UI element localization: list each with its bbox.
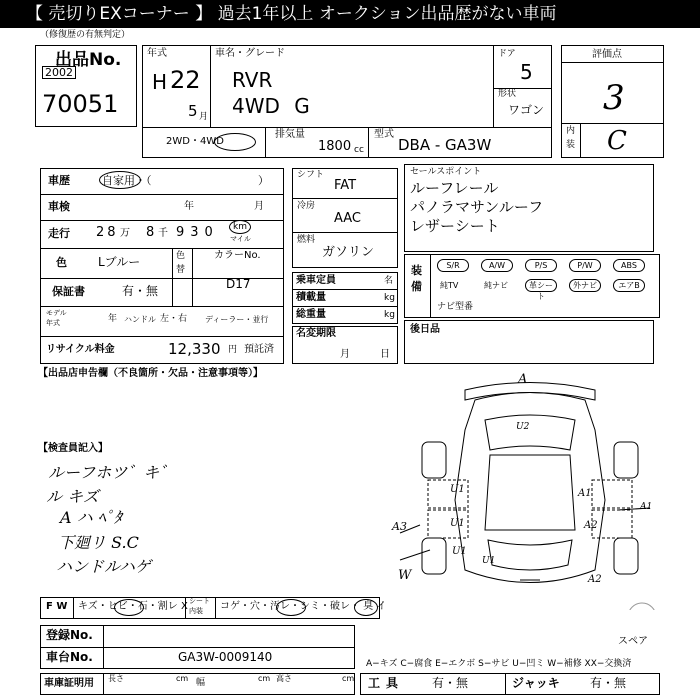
km-unit: km	[233, 222, 247, 232]
mark-a2-b: A2	[588, 574, 602, 585]
paint-label-1: 色	[176, 251, 186, 261]
inspector-note-1: ルーフホツ゛キ゛	[48, 463, 176, 482]
man-unit: 万	[120, 228, 130, 239]
dealer-label: ディーラー・並行	[205, 315, 269, 324]
color: Lブルー	[98, 255, 141, 269]
len-unit: cm	[176, 674, 189, 683]
equip-airbag: エアB	[613, 279, 645, 292]
color-no-label: カラーNo.	[214, 250, 261, 261]
recycle-note: 預託済	[244, 344, 274, 355]
inspector-note-5: ハンドルハゲ	[56, 557, 151, 576]
era: H	[152, 70, 168, 94]
transfer-month: 月	[340, 349, 350, 360]
gross-unit: kg	[384, 310, 395, 320]
fw-circle-1	[114, 599, 144, 616]
tool-value: 有・無	[432, 676, 469, 690]
shape: ワゴン	[508, 103, 545, 117]
equip-label-2: 備	[411, 280, 422, 293]
month-unit: 月	[199, 112, 209, 122]
seat-circle-2	[354, 599, 378, 616]
lot-number: 70051	[42, 90, 119, 118]
seat-text: コゲ・穴・汚レ・シミ・破レ・ 臭 イ	[220, 601, 387, 612]
equip-ps: P/S	[525, 259, 557, 272]
inspector-note-3: A ハ ﾍﾟﾀ	[60, 508, 122, 527]
year-label: 年式	[147, 48, 167, 59]
ac: AAC	[334, 211, 361, 226]
mark-u1-d: U1	[482, 556, 496, 566]
doors: 5	[520, 60, 533, 84]
transfer-label: 名変期限	[296, 328, 336, 339]
handle-label: ハンドル	[124, 315, 156, 324]
equip-sr: S/R	[437, 259, 469, 272]
disp-unit: cc	[354, 145, 364, 155]
equip-aw: A/W	[481, 259, 513, 272]
height-unit: cm	[342, 674, 355, 683]
equip-leather: 革シート	[525, 279, 557, 292]
model-year-unit: 年	[108, 314, 118, 324]
mark-u1-a: U1	[450, 484, 465, 495]
seat-label-1: シート	[189, 597, 210, 605]
capacity-unit: 名	[384, 276, 394, 286]
history-close: ）	[258, 174, 269, 187]
color-no: D17	[226, 277, 251, 291]
recycle-label: リサイクル料金	[46, 344, 115, 355]
mileage-man: 28	[96, 225, 119, 240]
seller-label: セールスポイント	[410, 167, 482, 177]
height-label: 高さ	[276, 674, 292, 683]
inspector-note-4: 下廻リ S.C	[58, 533, 139, 552]
history-value: 自家用・（	[102, 174, 152, 187]
mark-w: W	[398, 568, 412, 583]
inspector-note-2: ル キズ	[46, 487, 99, 506]
len-label: 長さ	[108, 674, 124, 683]
drive-options: 2WD・4WD	[166, 136, 224, 147]
recycle-amount: 12,330	[168, 340, 221, 358]
load-label: 積載量	[296, 292, 326, 303]
shift: FAT	[334, 178, 357, 193]
reg-label: 登録No.	[46, 628, 93, 642]
jack-label: ジャッキ	[512, 676, 560, 690]
equip-tv: 純TV	[440, 281, 459, 290]
color-label: 色	[56, 256, 67, 269]
km-circle	[229, 220, 251, 234]
disp-label: 排気量	[275, 129, 305, 140]
paint-label-2: 替	[176, 265, 186, 275]
capacity-label: 乗車定員	[296, 275, 336, 286]
inspection-year-unit: 年	[184, 201, 194, 212]
year: 22	[170, 66, 201, 94]
later-box	[404, 320, 654, 364]
fw-label: F W	[46, 601, 68, 612]
seller-remarks-label: 【出品店申告欄（不良箇所・欠品・注意事項等）】	[38, 368, 263, 379]
mark-u2: U2	[516, 422, 530, 432]
month: 5	[188, 102, 198, 120]
mark-u1-b: U1	[450, 518, 465, 529]
load-unit: kg	[384, 293, 395, 303]
score-label: 評価点	[592, 49, 622, 60]
shape-label: 形状	[498, 89, 517, 99]
later-label: 後日品	[410, 324, 440, 335]
handle-value: 左・右	[160, 314, 188, 324]
warranty-label: 保証書	[52, 285, 85, 298]
top-note: （修復歴の有無判定）	[40, 30, 131, 40]
tool-label: 工具	[368, 676, 405, 690]
score: 3	[603, 78, 625, 118]
mark-roof-a: A	[518, 372, 528, 387]
mileage-label: 走行	[48, 227, 70, 240]
legend: A−キズ C−腐食 E−エクボ S−サビ U−凹ミ W−補修 XX−交換済	[366, 659, 632, 669]
fuel: ガソリン	[322, 245, 375, 260]
gross-label: 総重量	[296, 309, 326, 320]
fw-text: キズ・ヒビ・石・割レ X	[78, 601, 188, 612]
equip-pw: P/W	[569, 259, 601, 272]
jack-value: 有・無	[590, 676, 627, 690]
width-unit: cm	[258, 674, 271, 683]
mileage-sen: 8	[146, 225, 155, 240]
name-label: 車名・グレード	[215, 48, 285, 59]
inspector-label: 【検査員記入】	[38, 443, 108, 454]
mark-a3: A3	[392, 520, 407, 533]
nav-label: ナビ型番	[437, 302, 474, 312]
mileage-rest: 930	[176, 225, 219, 240]
model-type: DBA - GA3W	[398, 136, 492, 154]
car-diagram	[380, 370, 680, 610]
model-year-label-1: モデル	[46, 309, 67, 317]
displacement: 1800	[318, 139, 352, 154]
shift-label: シフト	[297, 170, 325, 180]
transfer-day: 日	[380, 349, 390, 360]
chassis-number: GA3W-0009140	[178, 650, 273, 664]
inspection-month-unit: 月	[254, 201, 264, 212]
ac-label: 冷房	[297, 201, 316, 211]
mark-a2-a: A2	[584, 520, 598, 531]
interior-grade: C	[607, 126, 627, 156]
selling-point-2: パノラマサンルーフ	[410, 198, 544, 216]
equip-navi: 純ナビ	[484, 281, 508, 290]
spare-label: スペア	[618, 636, 648, 647]
history-label: 車歴	[48, 174, 70, 187]
mark-a1: A1	[578, 488, 592, 499]
fuel-label: 燃料	[297, 235, 316, 245]
lot-label: 出品No.	[55, 50, 122, 70]
recycle-unit: 円	[228, 345, 238, 355]
mile-unit: マイル	[230, 235, 251, 243]
equip-abs: ABS	[613, 259, 645, 272]
details-box	[40, 168, 284, 364]
equip-label-1: 装	[411, 264, 422, 277]
grade: 4WD G	[232, 94, 310, 118]
door-label: ドア	[498, 49, 516, 59]
seat-circle-1	[276, 599, 306, 616]
chassis-label: 車台No.	[46, 650, 93, 664]
lot-code: 2002	[42, 66, 76, 79]
interior-label-2: 装	[566, 140, 576, 150]
warranty-value: 有・無	[122, 284, 159, 298]
selling-point-3: レザーシート	[410, 217, 500, 235]
private-use-circle	[99, 171, 141, 189]
model-year-label-2: 年式	[46, 319, 60, 327]
equip-ext-navi: 外ナビ	[569, 279, 601, 292]
type-label: 型式	[374, 129, 394, 140]
width-label: 幅	[196, 678, 206, 688]
cert-label: 車庫証明用	[44, 678, 94, 689]
interior-label-1: 内	[566, 126, 576, 136]
mark-u1-c: U1	[452, 546, 467, 557]
selling-point-1: ルーフレール	[410, 179, 499, 197]
model-name: RVR	[232, 68, 273, 92]
mark-a1-b: A1	[640, 502, 653, 512]
banner: 【 売切りEXコーナー 】 過去1年以上 オークション出品歴がない車両	[0, 0, 700, 28]
inspection-label: 車検	[48, 200, 70, 213]
drive-4wd-circle	[214, 133, 256, 151]
sen-unit: 千	[158, 228, 168, 239]
seat-label-2: 内装	[189, 607, 203, 615]
